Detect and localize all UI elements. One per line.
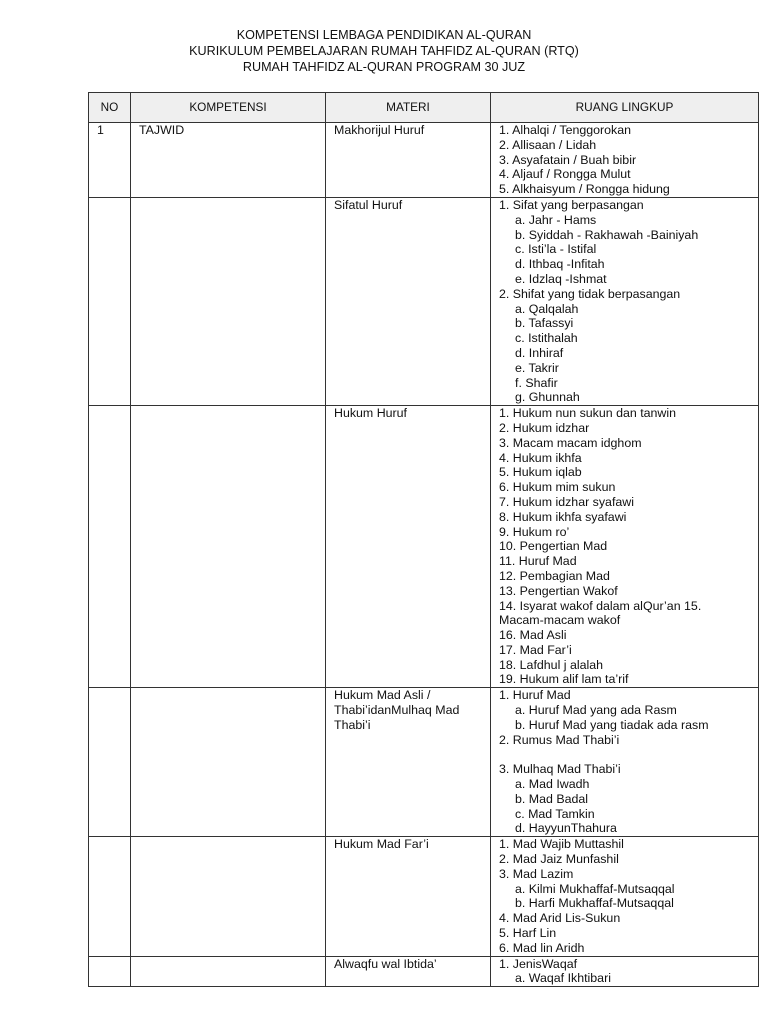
scope-item: 7. Hukum idzhar syafawi bbox=[499, 494, 634, 509]
cell-kompetensi bbox=[131, 406, 326, 688]
scope-item: 1. Sifat yang berpasangan bbox=[499, 197, 644, 212]
scope-item: 3. Mad Lazim bbox=[499, 866, 574, 881]
scope-item: 3. Mulhaq Mad Thabi’i bbox=[499, 762, 621, 777]
cell-no bbox=[89, 406, 131, 688]
scope-item: 2. Allisaan / Lidah bbox=[499, 137, 597, 152]
cell-ruang-lingkup bbox=[491, 406, 759, 688]
cell-kompetensi bbox=[131, 197, 326, 405]
scope-item: 3. Macam macam idghom bbox=[499, 435, 642, 450]
scope-item: a. Jahr - Hams bbox=[515, 212, 597, 227]
cell-materi: Sifatul Huruf bbox=[326, 197, 491, 405]
scope-item: 8. Hukum ikhfa syafawi bbox=[499, 509, 627, 524]
scope-item: d. Inhiraf bbox=[515, 345, 564, 360]
scope-item: 4. Hukum ikhfa bbox=[499, 450, 582, 465]
scope-item: Macam-macam wakof bbox=[499, 613, 621, 628]
scope-item: a. Waqaf Ikhtibari bbox=[515, 971, 611, 986]
scope-item: 5. Harf Lin bbox=[499, 926, 557, 941]
table-row bbox=[89, 956, 759, 987]
scope-item: d. HayyunThahura bbox=[515, 821, 617, 836]
scope-item: g. Ghunnah bbox=[515, 390, 580, 405]
cell-kompetensi bbox=[131, 688, 326, 837]
scope-item: 2. Rumus Mad Thabi’i bbox=[499, 732, 620, 747]
scope-item: 10. Pengertian Mad bbox=[499, 539, 608, 554]
cell-materi: Hukum Mad Far’i bbox=[326, 837, 491, 956]
scope-item: f. Shafir bbox=[515, 375, 558, 390]
scope-item: 18. Lafdhul j alalah bbox=[499, 657, 604, 672]
cell-no bbox=[89, 688, 131, 837]
header-no: NO bbox=[89, 93, 131, 123]
table-row bbox=[89, 406, 759, 688]
scope-item: c. Isti’la - Istifal bbox=[515, 242, 597, 257]
curriculum-table bbox=[88, 92, 759, 987]
scope-item: 6. Mad lin Aridh bbox=[499, 940, 585, 955]
cell-kompetensi: TAJWID bbox=[131, 123, 326, 198]
scope-item: 9. Hukum ro’ bbox=[499, 524, 570, 539]
scope-item: 6. Hukum mim sukun bbox=[499, 480, 616, 495]
scope-item: 3. Asyafatain / Buah bibir bbox=[499, 152, 637, 167]
header-materi: MATERI bbox=[326, 93, 491, 123]
cell-ruang-lingkup bbox=[491, 956, 759, 987]
scope-item: c. Mad Tamkin bbox=[515, 806, 595, 821]
cell-ruang-lingkup bbox=[491, 837, 759, 956]
heading-line-3: RUMAH TAHFIDZ AL-QURAN PROGRAM 30 JUZ bbox=[242, 60, 526, 74]
scope-item: 16. Mad Asli bbox=[499, 628, 567, 643]
cell-materi: Hukum Huruf bbox=[326, 406, 491, 688]
cell-ruang-lingkup bbox=[491, 688, 759, 837]
cell-no bbox=[89, 197, 131, 405]
cell-no: 1 bbox=[89, 123, 131, 198]
scope-item: 1. Hukum nun sukun dan tanwin bbox=[499, 406, 677, 421]
scope-item: b. Harfi Mukhaffaf-Mutsaqqal bbox=[515, 896, 674, 911]
document-heading bbox=[0, 27, 768, 75]
scope-item: a. Qalqalah bbox=[515, 301, 579, 316]
scope-item: 19. Hukum alif lam ta’rif bbox=[499, 672, 629, 687]
table-header-row bbox=[89, 93, 759, 123]
scope-item: 2. Mad Jaiz Munfashil bbox=[499, 852, 619, 867]
scope-item: 5. Hukum iqlab bbox=[499, 465, 582, 480]
table-row bbox=[89, 688, 759, 837]
cell-no bbox=[89, 837, 131, 956]
scope-item: 1. JenisWaqaf bbox=[499, 956, 578, 971]
cell-ruang-lingkup bbox=[491, 197, 759, 405]
cell-no bbox=[89, 956, 131, 987]
scope-item: 1. Mad Wajib Muttashil bbox=[499, 837, 624, 852]
scope-item: e. Takrir bbox=[515, 360, 559, 375]
cell-kompetensi bbox=[131, 956, 326, 987]
cell-materi: Hukum Mad Asli / Thabi’idanMulhaq Mad Thabi’i bbox=[326, 688, 491, 837]
scope-item: a. Huruf Mad yang ada Rasm bbox=[515, 703, 677, 718]
table-row bbox=[89, 123, 759, 198]
scope-item: b. Mad Badal bbox=[515, 791, 589, 806]
cell-kompetensi bbox=[131, 837, 326, 956]
scope-item: b. Tafassyi bbox=[515, 316, 574, 331]
scope-item: b. Huruf Mad yang tiadak ada rasm bbox=[515, 717, 709, 732]
heading-line-1: KOMPETENSI LEMBAGA PENDIDIKAN AL-QURAN bbox=[236, 28, 532, 42]
scope-item: 1. Alhalqi / Tenggorokan bbox=[499, 123, 632, 137]
heading-line-2: KURIKULUM PEMBELAJARAN RUMAH TAHFIDZ AL-QURAN (RTQ) bbox=[189, 44, 579, 58]
scope-item: 2. Hukum idzhar bbox=[499, 420, 590, 435]
scope-item: 4. Mad Arid Lis-Sukun bbox=[499, 911, 621, 926]
scope-item: b. Syiddah - Rakhawah -Bainiyah bbox=[515, 227, 699, 242]
scope-item: a. Mad Iwadh bbox=[515, 777, 590, 792]
cell-materi: Alwaqfu wal Ibtida’ bbox=[326, 956, 491, 987]
scope-item: 1. Huruf Mad bbox=[499, 688, 571, 703]
header-ruang-lingkup: RUANG LINGKUP bbox=[491, 93, 759, 123]
scope-item: e. Idzlaq -Ishmat bbox=[515, 271, 607, 286]
table-row bbox=[89, 197, 759, 405]
scope-item: a. Kilmi Mukhaffaf-Mutsaqqal bbox=[515, 881, 675, 896]
scope-item: c. Istithalah bbox=[515, 331, 578, 346]
scope-item: 14. Isyarat wakof dalam alQur’an 15. bbox=[499, 598, 702, 613]
scope-item: 12. Pembagian Mad bbox=[499, 568, 610, 583]
scope-item: 2. Shifat yang tidak berpasangan bbox=[499, 286, 681, 301]
scope-item: 11. Huruf Mad bbox=[499, 554, 577, 569]
scope-item: 4. Aljauf / Rongga Mulut bbox=[499, 167, 631, 182]
table-row bbox=[89, 837, 759, 956]
scope-item: d. Ithbaq -Infitah bbox=[515, 257, 605, 272]
scope-item: 5. Alkhaisyum / Rongga hidung bbox=[499, 182, 670, 197]
header-kompetensi: KOMPETENSI bbox=[131, 93, 326, 123]
scope-item: 13. Pengertian Wakof bbox=[499, 583, 618, 598]
cell-ruang-lingkup bbox=[491, 123, 759, 198]
cell-materi: Makhorijul Huruf bbox=[326, 123, 491, 198]
scope-item bbox=[499, 747, 758, 762]
scope-item: 17. Mad Far’i bbox=[499, 642, 572, 657]
